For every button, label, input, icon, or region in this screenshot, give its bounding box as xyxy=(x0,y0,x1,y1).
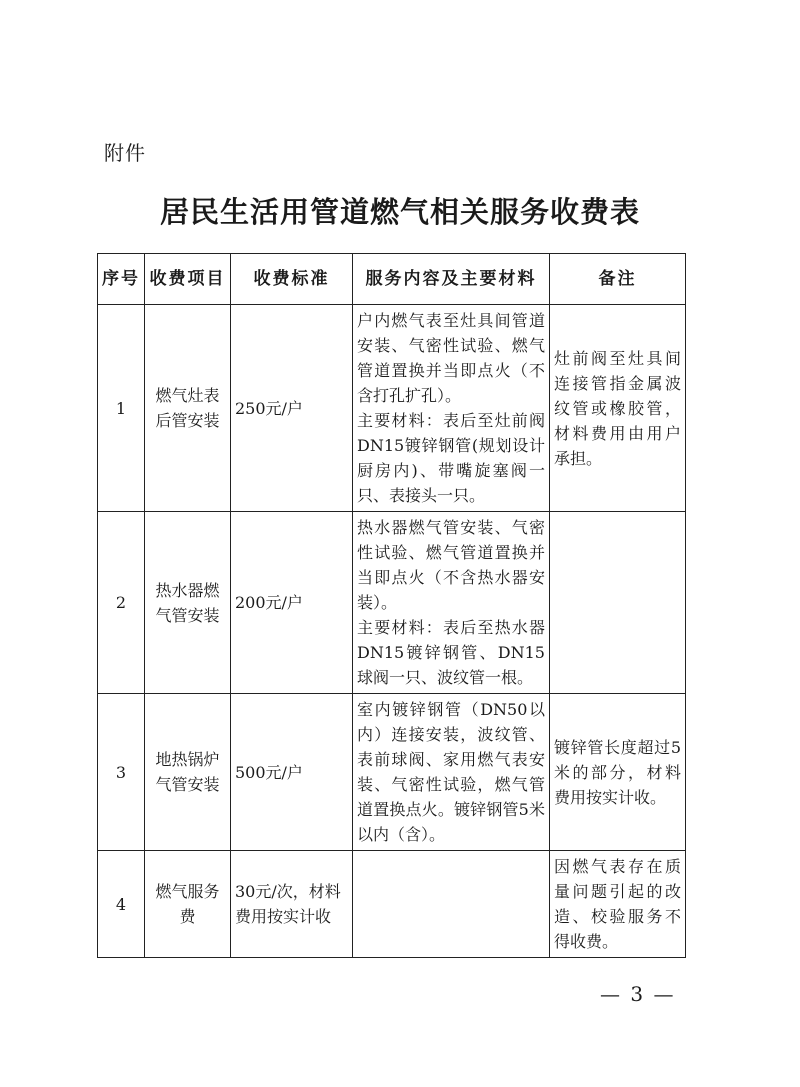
table-row xyxy=(98,305,686,512)
row-content xyxy=(353,851,550,958)
row-note: 灶前阀至灶具间连接管指金属波纹管或橡胶管，材料费用由用户承担。 xyxy=(550,305,686,512)
row-standard: 30元/次，材料费用按实计收 xyxy=(231,851,353,958)
row-item: 热水器燃气管安装 xyxy=(145,512,231,694)
row-materials-text: 主要材料：表后至灶前阀DN15镀锌钢管(规划设计厨房内)、带嘴旋塞阀一只、表接头一只。 xyxy=(357,411,545,505)
row-content-text: 户内燃气表至灶具间管道安装、气密性试验、燃气管道置换并当即点火（不含打孔扩孔）。 xyxy=(357,311,545,405)
table-row xyxy=(98,694,686,851)
header-note: 备注 xyxy=(550,254,686,305)
row-item: 地热锅炉气管安装 xyxy=(145,694,231,851)
fee-table xyxy=(97,253,686,958)
row-note: 因燃气表存在质量问题引起的改造、校验服务不得收费。 xyxy=(550,851,686,958)
header-item: 收费项目 xyxy=(145,254,231,305)
page-number: — 3 — xyxy=(600,982,676,1006)
row-content-text: 热水器燃气管安装、气密性试验、燃气管道置换并当即点火（不含热水器安装）。 xyxy=(357,518,545,612)
table-row xyxy=(98,851,686,958)
header-standard: 收费标准 xyxy=(231,254,353,305)
row-note xyxy=(550,512,686,694)
page-title: 居民生活用管道燃气相关服务收费表 xyxy=(159,195,640,229)
row-standard: 200元/户 xyxy=(231,512,353,694)
row-content xyxy=(353,512,550,694)
attachment-label: 附件 xyxy=(104,141,146,165)
row-standard: 250元/户 xyxy=(231,305,353,512)
header-content: 服务内容及主要材料 xyxy=(353,254,550,305)
row-seq: 3 xyxy=(98,694,145,851)
row-standard: 500元/户 xyxy=(231,694,353,851)
table-header-row xyxy=(98,254,686,305)
row-note: 镀锌管长度超过5米的部分，材料费用按实计收。 xyxy=(550,694,686,851)
table-row xyxy=(98,512,686,694)
row-content-text: 室内镀锌钢管（DN50以内）连接安装，波纹管、表前球阀、家用燃气表安装、气密性试验，燃气管道置换点火。镀锌钢管5米以内（含）。 xyxy=(357,700,545,844)
row-seq: 1 xyxy=(98,305,145,512)
row-seq: 4 xyxy=(98,851,145,958)
row-item: 燃气灶表后管安装 xyxy=(145,305,231,512)
row-materials-text: 主要材料：表后至热水器DN15镀锌钢管、DN15球阀一只、波纹管一根。 xyxy=(357,618,545,687)
row-item: 燃气服务费 xyxy=(145,851,231,958)
row-content xyxy=(353,694,550,851)
row-seq: 2 xyxy=(98,512,145,694)
row-content xyxy=(353,305,550,512)
header-seq: 序号 xyxy=(98,254,145,305)
